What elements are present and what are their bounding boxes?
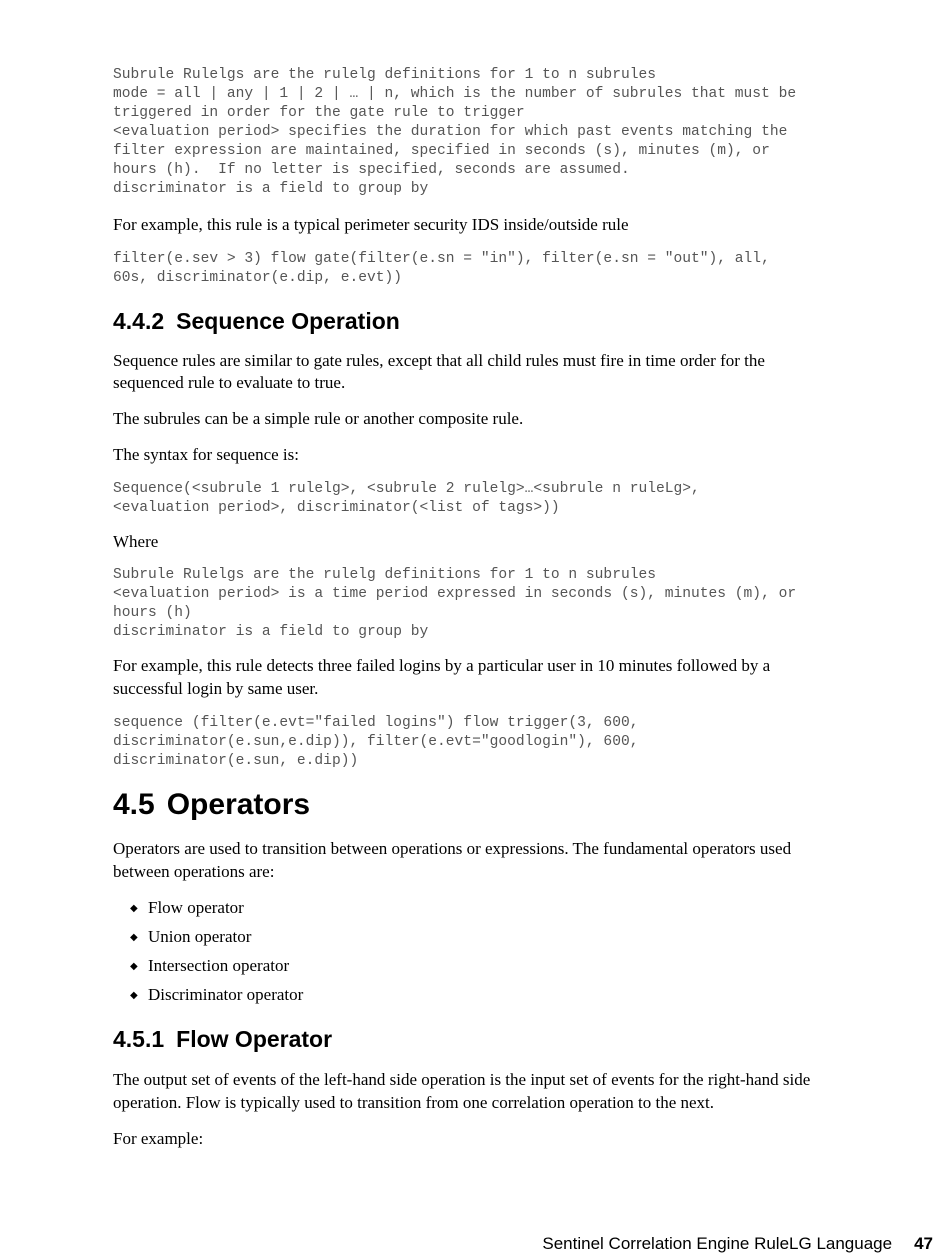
list-item	[113, 926, 833, 955]
heading-4-5-1	[113, 1025, 833, 1053]
heading-title: Operators	[166, 788, 311, 821]
list-item-label: Intersection operator	[148, 956, 290, 975]
paragraph-example-ids: For example, this rule is a typical perimeter security IDS inside/outside rule	[113, 215, 629, 234]
diamond-bullet-icon: ◆	[130, 961, 138, 972]
heading-title: Sequence Operation	[176, 307, 400, 334]
heading-number: 4.5	[113, 788, 155, 821]
heading-4-4-2	[113, 307, 833, 335]
page-footer	[542, 1233, 933, 1255]
diamond-bullet-icon: ◆	[130, 990, 138, 1001]
paragraph-sequence-intro: Sequence rules are similar to gate rules, except that all child rules must fire in time order for the sequenced rule to evaluate to true.	[113, 350, 765, 392]
paragraph-subrules: The subrules can be a simple rule or another composite rule.	[113, 408, 524, 428]
document-body	[113, 66, 833, 1151]
code-block-where-definitions: Subrule Rulelgs are the rulelg definitions for 1 to n subrules <evaluation period> is a time period expressed in seconds (s), minutes (m), or hours (h) discriminator is a field to group by	[113, 567, 797, 640]
code-block-logins-example: sequence (filter(e.evt="failed logins") flow trigger(3, 600, discriminator(e.sun,e.dip)), filter(e.evt="goodlogin"), 600, discriminator(e.sun, e.dip))	[113, 715, 639, 769]
paragraph-flow: The output set of events of the left-hand side operation is the input set of events for the right-hand side operation. Flow is typically used to transition from one correlation operation to the next.	[113, 1070, 811, 1112]
paragraph-operators-intro: Operators are used to transition between operations or expressions. The fundamental operators used between operations are:	[113, 839, 792, 881]
diamond-bullet-icon: ◆	[130, 903, 138, 914]
heading-number: 4.4.2	[113, 307, 165, 334]
list-item-label: Discriminator operator	[148, 985, 304, 1004]
list-item-label: Union operator	[148, 927, 252, 946]
footer-title: Sentinel Correlation Engine RuleLG Language	[542, 1234, 893, 1253]
code-block-ids-example: filter(e.sev > 3) flow gate(filter(e.sn = "in"), filter(e.sn = "out"), all, 60s, discriminator(e.dip, e.evt))	[113, 250, 770, 286]
list-item-label: Flow operator	[148, 898, 244, 917]
code-block-gate-definitions: Subrule Rulelgs are the rulelg definitions for 1 to n subrules mode = all | any | 1 | 2 | … | n, which is the number of subrules that must be triggered in order for the gate rule to trigger <evaluation period> specifies the duration for which past events matching the filter expression are maintained, specified in seconds (s), minutes (m), or hours (h). If no letter is specified, seconds are assumed. discriminator is a field to group by	[113, 67, 797, 197]
list-item	[113, 955, 833, 984]
paragraph-for-example: For example:	[113, 1129, 204, 1148]
heading-number: 4.5.1	[113, 1026, 165, 1052]
heading-title: Flow Operator	[176, 1026, 333, 1052]
operators-list	[113, 897, 833, 1013]
paragraph-example-logins: For example, this rule detects three failed logins by a particular user in 10 minutes followed by a successful login by same user.	[113, 656, 771, 698]
paragraph-where: Where	[113, 531, 159, 551]
list-item	[113, 984, 833, 1013]
page-number: 47	[914, 1234, 933, 1253]
diamond-bullet-icon: ◆	[130, 932, 138, 943]
paragraph-syntax: The syntax for sequence is:	[113, 445, 299, 464]
code-block-sequence-syntax: Sequence(<subrule 1 rulelg>, <subrule 2 rulelg>…<subrule n ruleLg>, <evaluation period>, discriminator(<list of tags>))	[113, 480, 700, 516]
heading-4-5	[113, 787, 833, 823]
list-item	[113, 897, 833, 926]
